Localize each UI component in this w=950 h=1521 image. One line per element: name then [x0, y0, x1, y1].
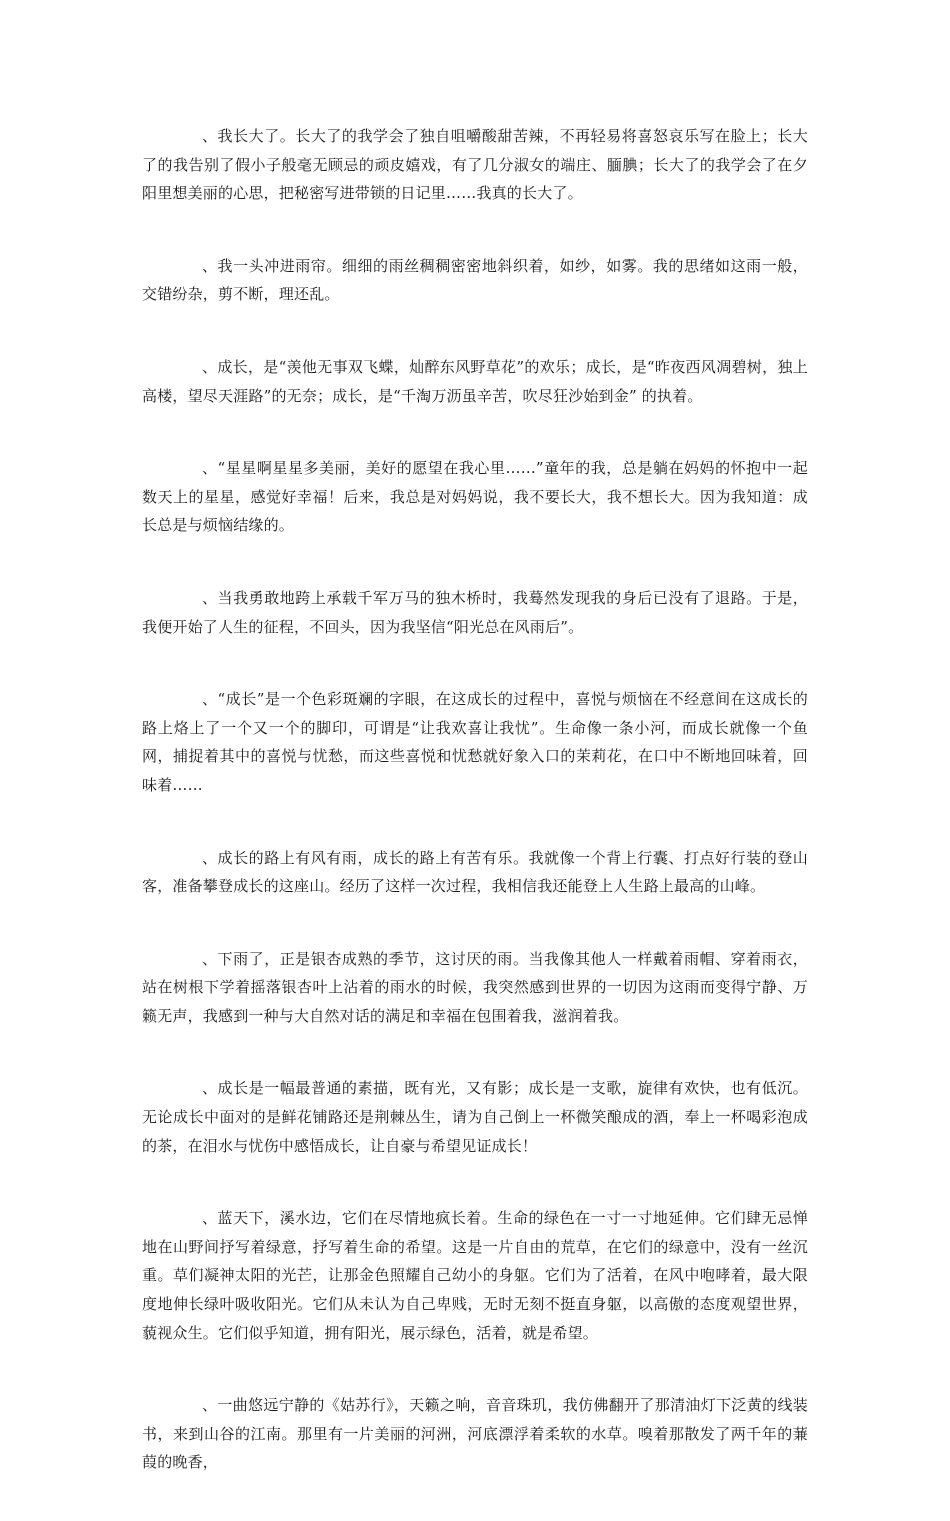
paragraph-6: 、“成长”是一个色彩斑斓的字眼，在这成长的过程中，喜悦与烦恼在不经意间在这成长的路上烙上了一个又一个的脚印，可谓是“让我欢喜让我忧”。生命像一条小河，而成长就像一个鱼网，捕捉着其中的喜悦与忧愁，而这些喜悦和忧愁就好象入口的茉莉花，在口中不断地回味着，回味着……	[142, 690, 808, 794]
paragraph-1: 、我长大了。长大了的我学会了独自咀嚼酸甜苦辣，不再轻易将喜怒哀乐写在脸上；长大了的我告别了假小子般毫无顾忌的顽皮嬉戏，有了几分淑女的端庄、腼腆；长大了的我学会了在夕阳里想美丽的心思，把秘密写进带锁的日记里……我真的长大了。	[142, 127, 808, 203]
paragraph-4: 、“星星啊星星多美丽，美好的愿望在我心里……”童年的我，总是躺在妈妈的怀抱中一起数天上的星星，感觉好幸福！后来，我总是对妈妈说，我不要长大，我不想长大。因为我知道：成长总是与烦恼结缘的。	[142, 459, 808, 535]
paragraph-7: 、成长的路上有风有雨，成长的路上有苦有乐。我就像一个背上行囊、打点好行装的登山客，准备攀登成长的这座山。经历了这样一次过程，我相信我还能登上人生路上最高的山峰。	[142, 848, 808, 896]
paragraph-5: 、当我勇敢地跨上承载千军万马的独木桥时，我蓦然发现我的身后已没有了退路。于是，我便开始了人生的征程，不回头，因为我坚信“阳光总在风雨后”。	[142, 588, 808, 636]
paragraph-8: 、下雨了，正是银杏成熟的季节，这讨厌的雨。当我像其他人一样戴着雨帽、穿着雨衣，站在树根下学着摇落银杏叶上沾着的雨水的时候，我突然感到世界的一切因为这雨而变得宁静、万籁无声，我感到一种与大自然对话的满足和幸福在包围着我，滋润着我。	[142, 949, 808, 1025]
paragraph-9: 、成长是一幅最普通的素描，既有光，又有影；成长是一支歌，旋律有欢快，也有低沉。无论成长中面对的是鲜花铺路还是荆棘丛生，请为自己倒上一杯微笑酿成的酒，奉上一杯喝彩泡成的茶，在泪水与忧伤中感悟成长，让自豪与希望见证成长！	[142, 1079, 808, 1155]
paragraph-3: 、成长，是“羡他无事双飞蝶，灿醉东风野草花”的欢乐；成长，是“昨夜西风凋碧树，独上高楼，望尽天涯路”的无奈；成长，是“千淘万沥虽辛苦，吹尽狂沙始到金” 的执着。	[142, 357, 808, 405]
document-body	[142, 122, 808, 1521]
paragraph-11: 、一曲悠远宁静的《姑苏行》，天籁之响，音音珠玑，我仿佛翻开了那清油灯下泛黄的线装书，来到山谷的江南。那里有一片美丽的河洲，河底漂浮着柔软的水草。嗅着那散发了两千年的蒹葭的晚香，	[142, 1396, 808, 1472]
paragraph-10: 、蓝天下，溪水边，它们在尽情地疯长着。生命的绿色在一寸一寸地延伸。它们肆无忌惮地在山野间抒写着绿意，抒写着生命的希望。这是一片自由的荒草，在它们的绿意中，没有一丝沉重。草们凝神太阳的光芒，让那金色照耀自己幼小的身躯。它们为了活着，在风中咆哮着，最大限度地伸长绿叶吸收阳光。它们从未认为自己卑贱，无时无刻不挺直身躯，以高傲的态度观望世界，藐视众生。它们似乎知道，拥有阳光，展示绿色，活着，就是希望。	[142, 1209, 808, 1342]
paragraph-2: 、我一头冲进雨帘。细细的雨丝稠稠密密地斜织着，如纱，如雾。我的思绪如这雨一般，交错纷杂，剪不断，理还乱。	[142, 256, 808, 304]
